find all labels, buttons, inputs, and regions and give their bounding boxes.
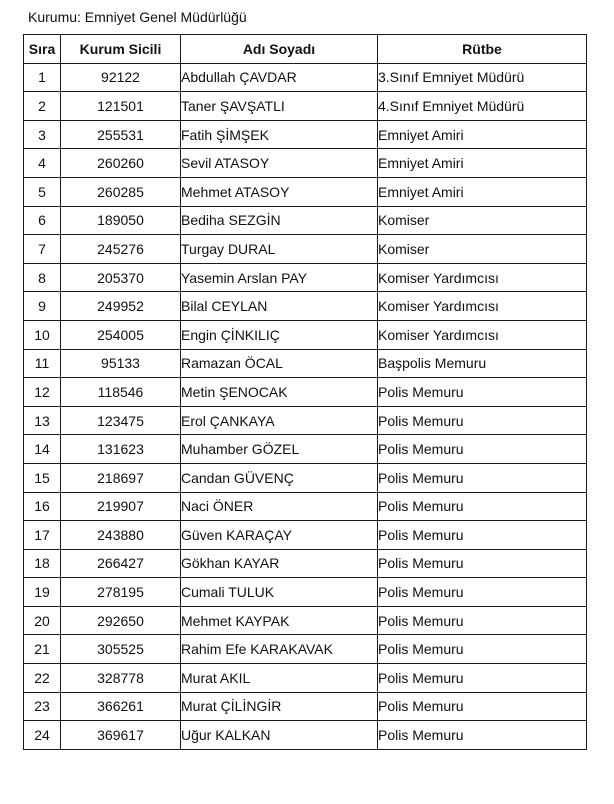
cell-sira: 4 xyxy=(24,149,61,178)
cell-adi-soyadi: Yasemin Arslan PAY xyxy=(181,263,378,292)
cell-rutbe: Polis Memuru xyxy=(378,463,587,492)
table-row xyxy=(24,692,587,721)
table-row xyxy=(24,235,587,264)
cell-kurum-sicili: 218697 xyxy=(61,463,181,492)
cell-kurum-sicili: 245276 xyxy=(61,235,181,264)
cell-sira: 20 xyxy=(24,606,61,635)
cell-rutbe: Polis Memuru xyxy=(378,606,587,635)
cell-rutbe: Polis Memuru xyxy=(378,521,587,550)
table-row xyxy=(24,63,587,92)
table-row xyxy=(24,92,587,121)
cell-rutbe: Komiser Yardımcısı xyxy=(378,292,587,321)
cell-sira: 6 xyxy=(24,206,61,235)
cell-kurum-sicili: 278195 xyxy=(61,578,181,607)
cell-adi-soyadi: Gökhan KAYAR xyxy=(181,549,378,578)
cell-rutbe: Komiser Yardımcısı xyxy=(378,263,587,292)
cell-rutbe: 4.Sınıf Emniyet Müdürü xyxy=(378,92,587,121)
header-sira: Sıra xyxy=(24,35,61,64)
institution-heading: Kurumu: Emniyet Genel Müdürlüğü xyxy=(28,9,247,25)
cell-adi-soyadi: Rahim Efe KARAKAVAK xyxy=(181,635,378,664)
table-row xyxy=(24,549,587,578)
table-row xyxy=(24,206,587,235)
cell-sira: 13 xyxy=(24,406,61,435)
cell-sira: 12 xyxy=(24,378,61,407)
cell-rutbe: Polis Memuru xyxy=(378,635,587,664)
table-row xyxy=(24,463,587,492)
cell-kurum-sicili: 205370 xyxy=(61,263,181,292)
table-header-row xyxy=(24,35,587,64)
cell-kurum-sicili: 366261 xyxy=(61,692,181,721)
cell-rutbe: Emniyet Amiri xyxy=(378,177,587,206)
cell-adi-soyadi: Muhamber GÖZEL xyxy=(181,435,378,464)
table-row xyxy=(24,406,587,435)
cell-rutbe: Polis Memuru xyxy=(378,378,587,407)
cell-sira: 15 xyxy=(24,463,61,492)
table-row xyxy=(24,349,587,378)
cell-adi-soyadi: Murat ÇİLİNGİR xyxy=(181,692,378,721)
cell-rutbe: Polis Memuru xyxy=(378,406,587,435)
cell-kurum-sicili: 131623 xyxy=(61,435,181,464)
cell-rutbe: Polis Memuru xyxy=(378,549,587,578)
cell-rutbe: Polis Memuru xyxy=(378,492,587,521)
cell-rutbe: Emniyet Amiri xyxy=(378,149,587,178)
cell-sira: 2 xyxy=(24,92,61,121)
cell-kurum-sicili: 123475 xyxy=(61,406,181,435)
table-row xyxy=(24,492,587,521)
cell-sira: 18 xyxy=(24,549,61,578)
cell-adi-soyadi: Bilal CEYLAN xyxy=(181,292,378,321)
cell-kurum-sicili: 266427 xyxy=(61,549,181,578)
cell-sira: 16 xyxy=(24,492,61,521)
table-row xyxy=(24,120,587,149)
cell-sira: 24 xyxy=(24,721,61,750)
cell-kurum-sicili: 328778 xyxy=(61,664,181,693)
cell-rutbe: Polis Memuru xyxy=(378,578,587,607)
cell-kurum-sicili: 219907 xyxy=(61,492,181,521)
cell-kurum-sicili: 254005 xyxy=(61,320,181,349)
cell-rutbe: Başpolis Memuru xyxy=(378,349,587,378)
cell-sira: 23 xyxy=(24,692,61,721)
cell-rutbe: Polis Memuru xyxy=(378,664,587,693)
cell-kurum-sicili: 305525 xyxy=(61,635,181,664)
cell-sira: 14 xyxy=(24,435,61,464)
table-row xyxy=(24,177,587,206)
cell-sira: 5 xyxy=(24,177,61,206)
cell-rutbe: Komiser xyxy=(378,206,587,235)
header-kurum-sicili: Kurum Sicili xyxy=(61,35,181,64)
cell-kurum-sicili: 118546 xyxy=(61,378,181,407)
table-row xyxy=(24,320,587,349)
cell-sira: 21 xyxy=(24,635,61,664)
table-row xyxy=(24,578,587,607)
cell-rutbe: Polis Memuru xyxy=(378,721,587,750)
table-body xyxy=(24,63,587,749)
table-row xyxy=(24,292,587,321)
cell-sira: 7 xyxy=(24,235,61,264)
cell-adi-soyadi: Cumali TULUK xyxy=(181,578,378,607)
cell-adi-soyadi: Bediha SEZGİN xyxy=(181,206,378,235)
cell-adi-soyadi: Murat AKIL xyxy=(181,664,378,693)
cell-kurum-sicili: 369617 xyxy=(61,721,181,750)
cell-adi-soyadi: Erol ÇANKAYA xyxy=(181,406,378,435)
cell-sira: 22 xyxy=(24,664,61,693)
cell-rutbe: Komiser Yardımcısı xyxy=(378,320,587,349)
cell-adi-soyadi: Taner ŞAVŞATLI xyxy=(181,92,378,121)
cell-adi-soyadi: Ramazan ÖCAL xyxy=(181,349,378,378)
cell-kurum-sicili: 92122 xyxy=(61,63,181,92)
cell-sira: 1 xyxy=(24,63,61,92)
cell-adi-soyadi: Fatih ŞİMŞEK xyxy=(181,120,378,149)
personnel-table xyxy=(23,34,587,750)
cell-adi-soyadi: Candan GÜVENÇ xyxy=(181,463,378,492)
table-row xyxy=(24,664,587,693)
cell-sira: 11 xyxy=(24,349,61,378)
table-row xyxy=(24,721,587,750)
cell-kurum-sicili: 95133 xyxy=(61,349,181,378)
cell-adi-soyadi: Sevil ATASOY xyxy=(181,149,378,178)
cell-sira: 19 xyxy=(24,578,61,607)
cell-rutbe: Polis Memuru xyxy=(378,435,587,464)
cell-rutbe: 3.Sınıf Emniyet Müdürü xyxy=(378,63,587,92)
table-row xyxy=(24,149,587,178)
cell-rutbe: Emniyet Amiri xyxy=(378,120,587,149)
cell-sira: 10 xyxy=(24,320,61,349)
cell-rutbe: Komiser xyxy=(378,235,587,264)
cell-adi-soyadi: Uğur KALKAN xyxy=(181,721,378,750)
cell-kurum-sicili: 260285 xyxy=(61,177,181,206)
table-row xyxy=(24,378,587,407)
cell-rutbe: Polis Memuru xyxy=(378,692,587,721)
cell-kurum-sicili: 189050 xyxy=(61,206,181,235)
cell-adi-soyadi: Turgay DURAL xyxy=(181,235,378,264)
cell-sira: 3 xyxy=(24,120,61,149)
header-rutbe: Rütbe xyxy=(378,35,587,64)
table-row xyxy=(24,263,587,292)
cell-sira: 9 xyxy=(24,292,61,321)
cell-adi-soyadi: Metin ŞENOCAK xyxy=(181,378,378,407)
cell-adi-soyadi: Mehmet ATASOY xyxy=(181,177,378,206)
cell-sira: 17 xyxy=(24,521,61,550)
cell-adi-soyadi: Mehmet KAYPAK xyxy=(181,606,378,635)
cell-kurum-sicili: 255531 xyxy=(61,120,181,149)
header-adi-soyadi: Adı Soyadı xyxy=(181,35,378,64)
table-row xyxy=(24,635,587,664)
cell-adi-soyadi: Naci ÖNER xyxy=(181,492,378,521)
cell-sira: 8 xyxy=(24,263,61,292)
cell-kurum-sicili: 260260 xyxy=(61,149,181,178)
cell-adi-soyadi: Abdullah ÇAVDAR xyxy=(181,63,378,92)
cell-kurum-sicili: 121501 xyxy=(61,92,181,121)
cell-adi-soyadi: Engin ÇİNKILIÇ xyxy=(181,320,378,349)
table-row xyxy=(24,435,587,464)
cell-adi-soyadi: Güven KARAÇAY xyxy=(181,521,378,550)
cell-kurum-sicili: 243880 xyxy=(61,521,181,550)
cell-kurum-sicili: 249952 xyxy=(61,292,181,321)
cell-kurum-sicili: 292650 xyxy=(61,606,181,635)
table-row xyxy=(24,606,587,635)
table-row xyxy=(24,521,587,550)
